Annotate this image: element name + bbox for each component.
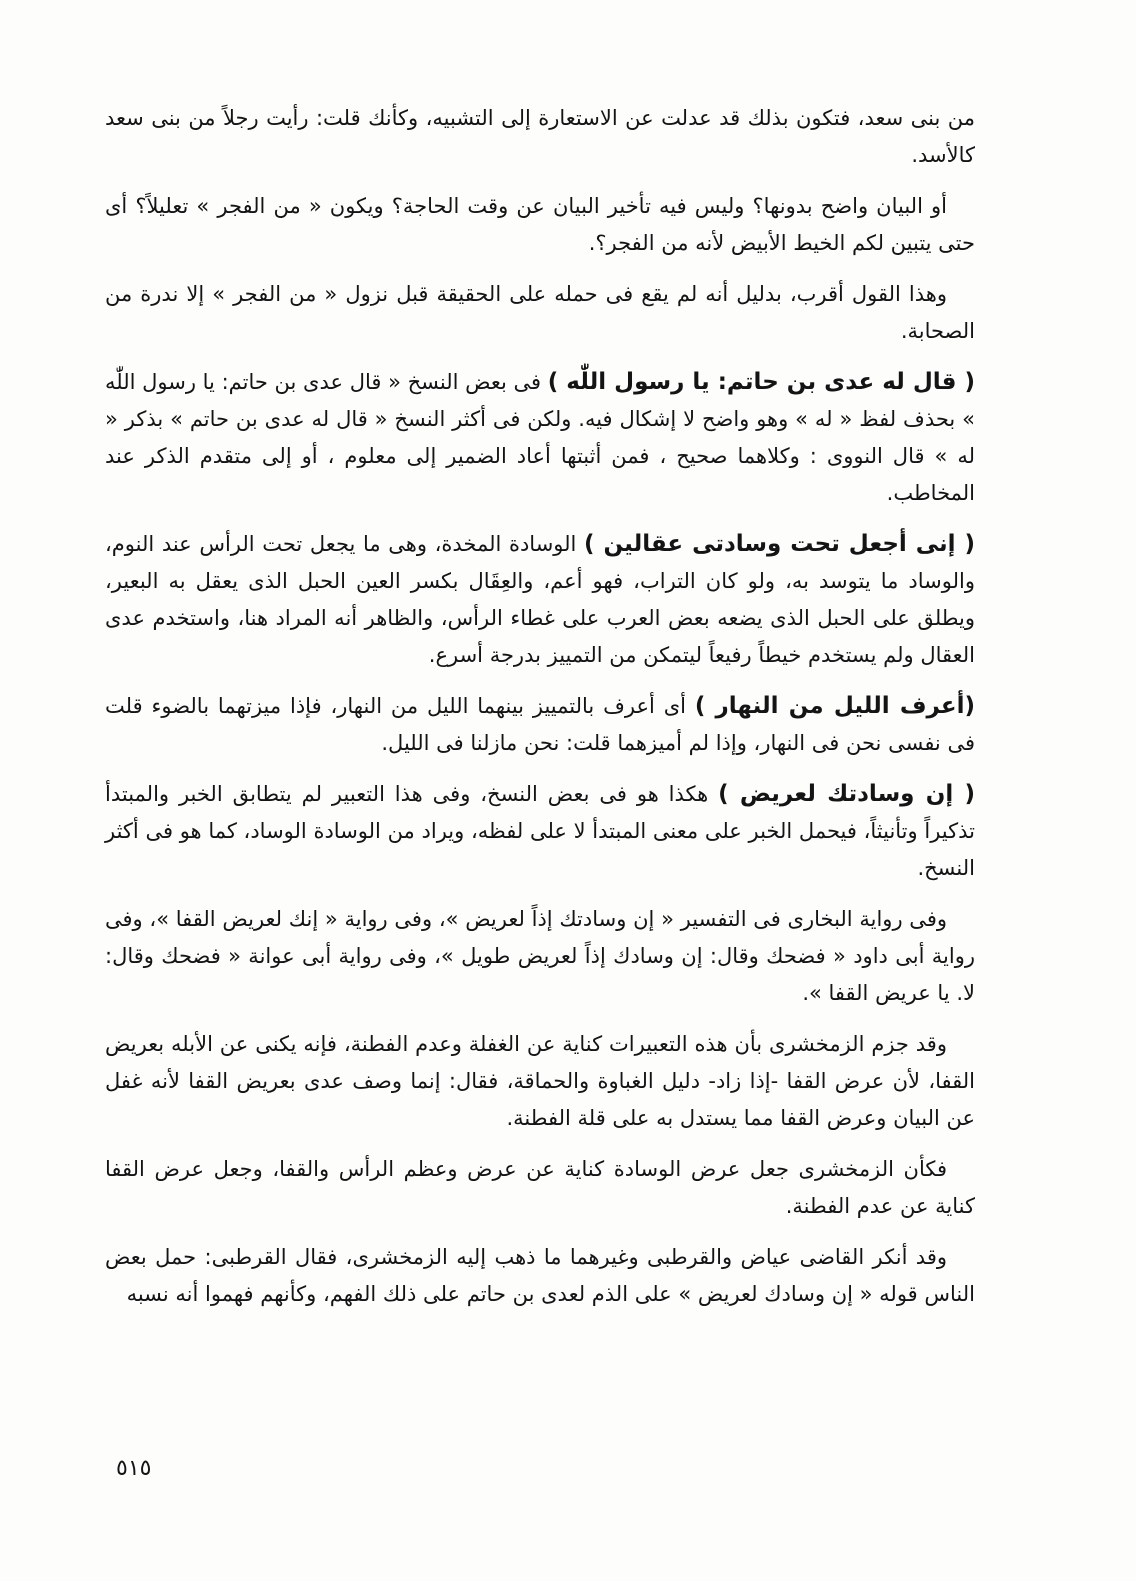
- paragraph-text: وهذا القول أقرب، بدليل أنه لم يقع فى حمله على الحقيقة قبل نزول « من الفجر » إلا ندرة من الصحابة.: [105, 282, 975, 343]
- paragraph-text: الوسادة المخدة، وهى ما يجعل تحت الرأس عند النوم، والوساد ما يتوسد به، ولو كان التراب، فهو أعم، والعِقَال بكسر العين الحبل الذى يعقل به البعير، ويطلق على الحبل الذى يضعه بعض العرب على غطاء الرأس، والظاهر أنه المراد هنا، واستخدم عدى العقال ولم يستخدم خيطاً رفيعاً ليتمكن من التمييز بدرجة أسرع.: [105, 532, 975, 667]
- paragraph-text: وقد أنكر القاضى عياض والقرطبى وغيرهما ما ذهب إليه الزمخشرى، فقال القرطبى: حمل بعض الناس قوله « إن وسادك لعريض » على الذم لعدى بن حاتم على ذلك الفهم، وكأنهم فهموا أنه نسبه: [105, 1245, 975, 1306]
- paragraph-text: هكذا هو فى بعض النسخ، وفى هذا التعبير لم يتطابق الخبر والمبتدأ تذكيراً وتأنيثاً، فيحمل الخبر على معنى المبتدأ لا على لفظه، ويراد من الوسادة الوساد، كما هو فى أكثر النسخ.: [105, 782, 975, 880]
- paragraph-heading: ( قال له عدى بن حاتم: يا رسول اللّٰه ): [547, 369, 975, 395]
- paragraph-text: فى بعض النسخ « قال عدى بن حاتم: يا رسول اللّٰه » بحذف لفظ « له » وهو واضح لا إشكال فيه. ولكن فى أكثر النسخ « قال له عدى بن حاتم » بذكر « له » قال النووى : وكلاهما صحيح ، فمن أثبتها أعاد الضمير إلى معلوم ، أو إلى متقدم الذكر عند المخاطب.: [105, 370, 975, 505]
- paragraph-heading: ( إنى أجعل تحت وسادتى عقالين ): [584, 531, 975, 557]
- paragraph-5: [105, 526, 975, 674]
- paragraph-text: أو البيان واضح بدونها؟ وليس فيه تأخير البيان عن وقت الحاجة؟ ويكون « من الفجر » تعليلاً؟ أى حتى يتبين لكم الخيط الأبيض لأنه من الفجر؟.: [105, 194, 975, 255]
- paragraph-text: من بنى سعد، فتكون بذلك قد عدلت عن الاستعارة إلى التشبيه، وكأنك قلت: رأيت رجلاً من بنى سعد كالأسد.: [105, 106, 975, 167]
- paragraph-2: [105, 188, 975, 262]
- paragraph-text: فكأن الزمخشرى جعل عرض الوسادة كناية عن عرض وعظم الرأس والقفا، وجعل عرض القفا كناية عن عدم الفطنة.: [105, 1157, 975, 1218]
- paragraph-text: وقد جزم الزمخشرى بأن هذه التعبيرات كناية عن الغفلة وعدم الفطنة، فإنه يكنى عن الأبله بعريض القفا، لأن عرض القفا -إذا زاد- دليل الغباوة والحماقة، فقال: إنما وصف عدى بعريض القفا لأنه غفل عن البيان وعرض القفا مما يستدل به على قلة الفطنة.: [105, 1032, 975, 1130]
- paragraph-text: وفى رواية البخارى فى التفسير « إن وسادتك إذاً لعريض »، وفى رواية « إنك لعريض القفا »، وفى رواية أبى داود « فضحك وقال: إن وسادك إذاً لعريض طويل »، وفى رواية أبى عوانة « فضحك وقال: لا. يا عريض القفا ».: [105, 907, 975, 1005]
- paragraph-6: [105, 688, 975, 762]
- paragraph-heading: ( إن وسادتك لعريض ): [718, 781, 975, 807]
- paragraph-text: أى أعرف بالتمييز بينهما الليل من النهار، فإذا ميزتهما بالضوء قلت فى نفسى نحن فى النهار، وإذا لم أميزهما قلت: نحن مازلنا فى الليل.: [105, 694, 975, 755]
- paragraph-1: [105, 100, 975, 174]
- paragraph-4: [105, 364, 975, 512]
- main-text: [105, 96, 975, 1327]
- paragraph-3: [105, 276, 975, 350]
- paragraph-8: [105, 901, 975, 1012]
- paragraph-7: [105, 776, 975, 887]
- paragraph-9: [105, 1026, 975, 1137]
- page-number: ٥١٥: [116, 1456, 152, 1481]
- paragraph-heading: (أعرف الليل من النهار ): [694, 693, 975, 719]
- paragraph-10: [105, 1151, 975, 1225]
- paragraph-11: [105, 1239, 975, 1313]
